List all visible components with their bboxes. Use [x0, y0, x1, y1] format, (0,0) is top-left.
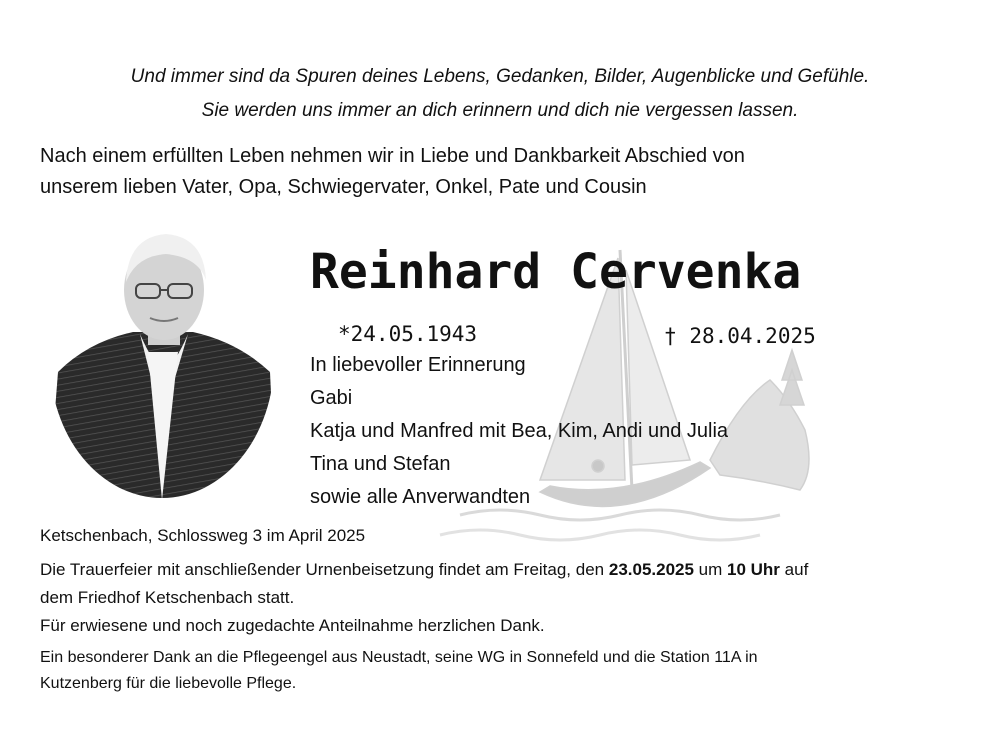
funeral-text-before: Die Trauerfeier mit anschließender Urnenbeisetzung findet am Freitag, den	[40, 560, 609, 579]
deceased-name: Reinhard Cervenka	[310, 244, 802, 300]
funeral-date: 23.05.2025	[608, 560, 694, 579]
intro-line-2: unserem lieben Vater, Opa, Schwiegervater, Onkel, Pate und Cousin	[40, 176, 647, 198]
mourners-heading: In liebevoller Erinnerung	[310, 354, 526, 376]
mourner-line: Tina und Stefan	[310, 453, 451, 475]
mourner-line: Gabi	[310, 387, 353, 409]
funeral-line-2: dem Friedhof Ketschenbach statt.	[40, 588, 295, 607]
location-date: Ketschenbach, Schlossweg 3 im April 2025	[40, 526, 366, 545]
quote-line-2: Sie werden uns immer an dich erinnern und dich nie vergessen lassen.	[201, 100, 799, 121]
funeral-line-3: Für erwiesene und noch zugedachte Anteilnahme herzlichen Dank.	[40, 616, 545, 635]
funeral-info	[40, 556, 970, 584]
death-date-block	[664, 324, 816, 348]
death-date: 28.04.2025	[689, 324, 816, 348]
intro-line-1: Nach einem erfüllten Leben nehmen wir in Liebe und Dankbarkeit Abschied von	[40, 145, 745, 167]
funeral-text-mid: um	[693, 560, 728, 579]
cross-icon: †	[664, 324, 677, 348]
quote-line-1: Und immer sind da Spuren deines Lebens, Gedanken, Bilder, Augenblicke und Gefühle.	[130, 66, 870, 87]
funeral-text-after: auf	[779, 560, 809, 579]
portrait-photo	[48, 222, 276, 500]
thanks-line-2: Kutzenberg für die liebevolle Pflege.	[40, 675, 297, 692]
mourner-line: sowie alle Anverwandten	[310, 486, 531, 508]
mourner-line: Katja und Manfred mit Bea, Kim, Andi und Julia	[310, 420, 729, 442]
thanks-line-1: Ein besonderer Dank an die Pflegeengel aus Neustadt, seine WG in Sonnefeld und die Station 11A in	[40, 649, 758, 666]
birth-date: *24.05.1943	[338, 322, 478, 346]
funeral-time: 10 Uhr	[727, 560, 780, 579]
